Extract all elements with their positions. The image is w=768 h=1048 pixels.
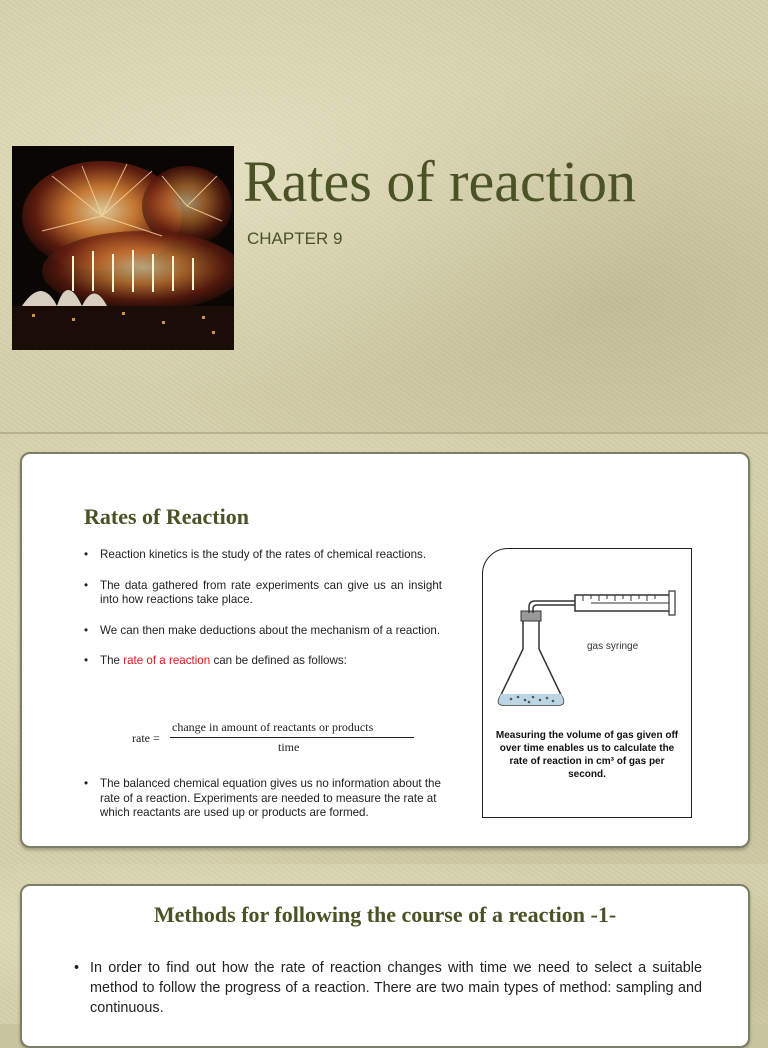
slide-2-title: Rates of Reaction	[84, 504, 249, 529]
slide-2-last-bullet	[84, 777, 442, 821]
slide-2-bullets	[84, 548, 442, 685]
slide-3-title: Methods for following the course of a reaction -1-	[153, 902, 617, 927]
formula-numerator: change in amount of reactants or products	[172, 720, 374, 734]
formula-lhs: rate =	[132, 731, 160, 745]
slide-3-card	[20, 884, 750, 1048]
rate-formula	[132, 720, 432, 754]
bullet-item: • The balanced chemical equation gives us no information about the rate of a reaction. Experiments are needed to measure the rate at which reactants are used up or products are formed.	[84, 777, 442, 821]
presentation-title: Rates of reaction	[243, 149, 636, 214]
fraction-bar	[170, 737, 414, 738]
figure-caption: Measuring the volume of gas given off over time enables us to calculate the rate of reaction in cm³ of gas per second.	[495, 730, 679, 780]
title-slide	[0, 0, 768, 434]
bullet-item: • The data gathered from rate experiments can give us an insight into how reactions take place.	[84, 579, 442, 608]
bullet-item: • In order to find out how the rate of reaction changes with time we need to select a suitable method to follow the progress of a reaction. There are two main types of method: sampling and continuous.	[74, 958, 702, 1018]
slide-3-bullets	[74, 958, 702, 1018]
gas-syringe-diagram	[483, 549, 691, 729]
gas-syringe-label: gas syringe	[587, 641, 639, 652]
bullet-item-definition	[84, 654, 442, 669]
definition-prefix: The	[100, 654, 124, 667]
definition-suffix: can be defined as follows:	[210, 654, 347, 667]
fireworks-photo	[12, 146, 234, 350]
bullet-item: • We can then make deductions about the mechanism of a reaction.	[84, 624, 442, 639]
definition-highlight: rate of a reaction	[123, 654, 211, 667]
presentation-subtitle: CHAPTER 9	[247, 229, 343, 248]
fireworks-image	[12, 146, 234, 350]
gas-syringe-figure	[482, 548, 692, 818]
bullet-item: • Reaction kinetics is the study of the rates of chemical reactions.	[84, 548, 442, 563]
formula-denominator: time	[278, 740, 300, 754]
slide-2-card	[20, 452, 750, 848]
